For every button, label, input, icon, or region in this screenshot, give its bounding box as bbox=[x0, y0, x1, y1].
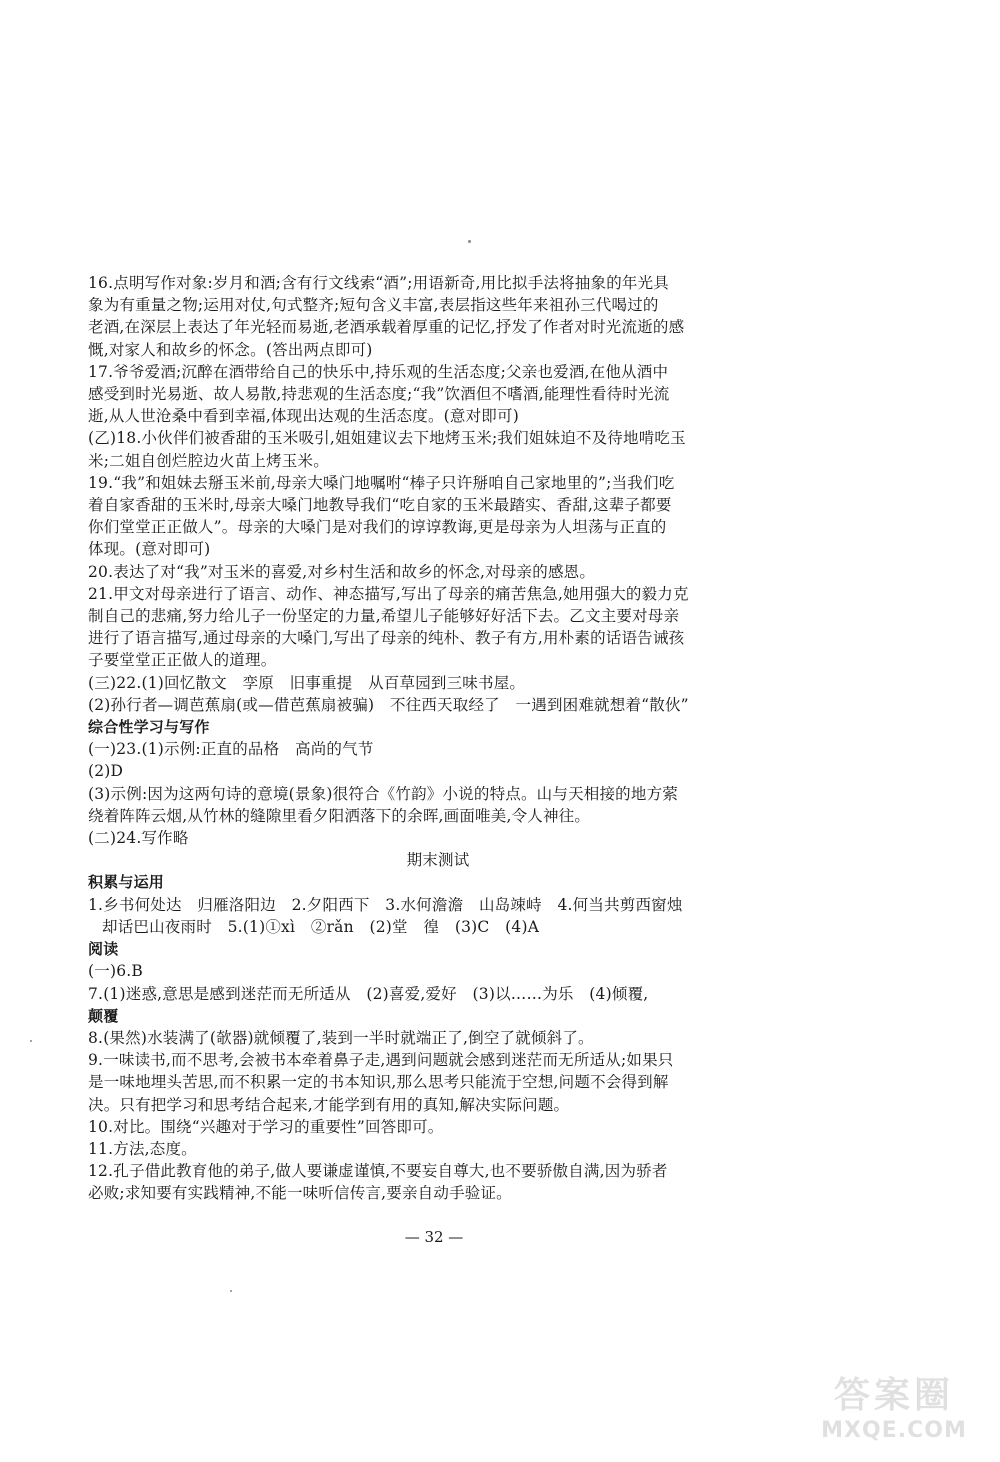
answer-line: 逝,从人世沧桑中看到幸福,体现出达观的生活态度。(意对即可) bbox=[88, 407, 519, 426]
page-number: — 32 — bbox=[404, 1228, 464, 1246]
answer-line: 1.乡书何处达 归雁洛阳边 2.夕阳西下 3.水何澹澹 山岛竦峙 4.何当共剪西窗烛 bbox=[88, 895, 683, 914]
answer-line: (三)22.(1)回忆散文 孪原 旧事重提 从百草园到三味书屋。 bbox=[88, 673, 526, 692]
section-heading: 积累与运用 bbox=[88, 873, 165, 892]
answer-line: 20.表达了对“我”对玉米的喜爱,对乡村生活和故乡的怀念,对母亲的感恩。 bbox=[88, 562, 596, 581]
watermark-title: 答案圈 bbox=[833, 1375, 954, 1416]
answer-line: (一)6.B bbox=[88, 962, 143, 981]
answer-line: 你们堂堂正正做人”。母亲的大嗓门是对我们的谆谆教诲,更是母亲为人坦荡与正直的 bbox=[88, 518, 667, 537]
answer-line: 老酒,在深层上表达了年光轻而易逝,老酒承载着厚重的记忆,抒发了作者对时光流逝的感 bbox=[88, 318, 685, 337]
answer-line: (2)D bbox=[88, 762, 124, 781]
answer-line: (2)孙行者—调芭蕉扇(或—借芭蕉扇被骗) 不往西天取经了 一遇到困难就想着“散伙” bbox=[88, 695, 689, 714]
answer-line: 必败;求知要有实践精神,不能一味听信传言,要亲自动手验证。 bbox=[88, 1184, 512, 1203]
test-title: 期末测试 bbox=[406, 851, 470, 870]
scan-speck bbox=[30, 1040, 32, 1042]
answer-text-block bbox=[88, 272, 748, 1205]
answer-line: 8.(果然)水装满了(欹器)就倾覆了,装到一半时就端正了,倒空了就倾斜了。 bbox=[88, 1028, 594, 1047]
answer-line: (3)示例:因为这两句诗的意境(景象)很符合《竹韵》小说的特点。山与天相接的地方萦 bbox=[88, 784, 678, 803]
section-heading: 综合性学习与写作 bbox=[88, 718, 210, 737]
answer-line: 17.爷爷爱酒;沉醉在酒带给自己的快乐中,持乐观的生活态度;父亲也爱酒,在他从酒中 bbox=[88, 362, 669, 381]
answer-line: (乙)18.小伙伴们被香甜的玉米吸引,姐姐建议去下地烤玉米;我们姐妹迫不及待地啃吃玉 bbox=[88, 429, 686, 448]
answer-line: 绕着阵阵云烟,从竹林的缝隙里看夕阳洒落下的余晖,画面唯美,令人神往。 bbox=[88, 806, 591, 825]
answer-line: 制自己的悲痛,努力给儿子一份坚定的力量,希望儿子能够好好活下去。乙文主要对母亲 bbox=[88, 607, 680, 626]
answer-line: 着自家香甜的玉米时,母亲大嗓门地教导我们“吃自家的玉米最踏实、香甜,这辈子都要 bbox=[88, 496, 672, 515]
answer-line: 却话巴山夜雨时 5.(1)①xì ②rǎn (2)堂 徨 (3)C (4)A bbox=[102, 917, 540, 936]
answer-line: 16.点明写作对象:岁月和酒;含有行文线索“酒”;用语新奇,用比拟手法将抽象的年光具 bbox=[88, 274, 669, 292]
scan-speck bbox=[468, 240, 471, 243]
answer-line: 米;二姐自创烂腔边火苗上烤玉米。 bbox=[88, 451, 329, 470]
answer-line: (一)23.(1)示例:正直的品格 高尚的气节 bbox=[88, 740, 374, 759]
answer-line: 12.孔子借此教育他的弟子,做人要谦虚谨慎,不要妄自尊大,也不要骄傲自满,因为骄者 bbox=[88, 1162, 668, 1181]
answer-line: 19.“我”和姐妹去掰玉米前,母亲大嗓门地嘱咐“棒子只许掰咱自己家地里的”;当我们吃 bbox=[88, 473, 675, 492]
scan-speck bbox=[230, 1290, 232, 1292]
answer-line: (二)24.写作略 bbox=[88, 829, 189, 848]
answer-line: 决。只有把学习和思考结合起来,才能学到有用的真知,解决实际问题。 bbox=[88, 1095, 570, 1114]
answer-line: 7.(1)迷惑,意思是感到迷茫而无所适从 (2)喜爱,爱好 (3)以……为乐 (4)倾覆, bbox=[88, 984, 649, 1003]
answer-line: 是一味地埋头苦思,而不积累一定的书本知识,那么思考只能流于空想,问题不会得到解 bbox=[88, 1073, 669, 1092]
watermark-logo bbox=[804, 1374, 984, 1452]
answer-line: 慨,对家人和故乡的怀念。(答出两点即可) bbox=[88, 340, 373, 359]
answer-line: 9.一味读书,而不思考,会被书本牵着鼻子走,遇到问题就会感到迷茫而无所适从;如果只 bbox=[88, 1051, 674, 1070]
answer-line: 象为有重量之物;运用对仗,句式整齐;短句含义丰富,表层指这些年来祖孙三代喝过的 bbox=[88, 296, 659, 315]
answer-line: 21.甲文对母亲进行了语言、动作、神态描写,写出了母亲的痛苦焦急,她用强大的毅力克 bbox=[88, 584, 689, 603]
answer-line: 感受到时光易逝、故人易散,持悲观的生活态度;“我”饮酒但不嗜酒,能理性看待时光流 bbox=[88, 385, 670, 404]
answer-line: 子要堂堂正正做人的道理。 bbox=[88, 651, 277, 670]
answer-line: 11.方法,态度。 bbox=[88, 1139, 197, 1158]
watermark-url: MXQE.COM bbox=[821, 1418, 967, 1443]
section-heading: 颠覆 bbox=[88, 1006, 119, 1025]
section-heading: 阅读 bbox=[88, 940, 119, 959]
answer-line: 10.对比。围绕“兴趣对于学习的重要性”回答即可。 bbox=[88, 1117, 444, 1136]
answer-line: 体现。(意对即可) bbox=[88, 540, 211, 559]
answer-line: 进行了语言描写,通过母亲的大嗓门,写出了母亲的纯朴、教子有方,用朴素的话语告诫孩 bbox=[88, 629, 685, 648]
